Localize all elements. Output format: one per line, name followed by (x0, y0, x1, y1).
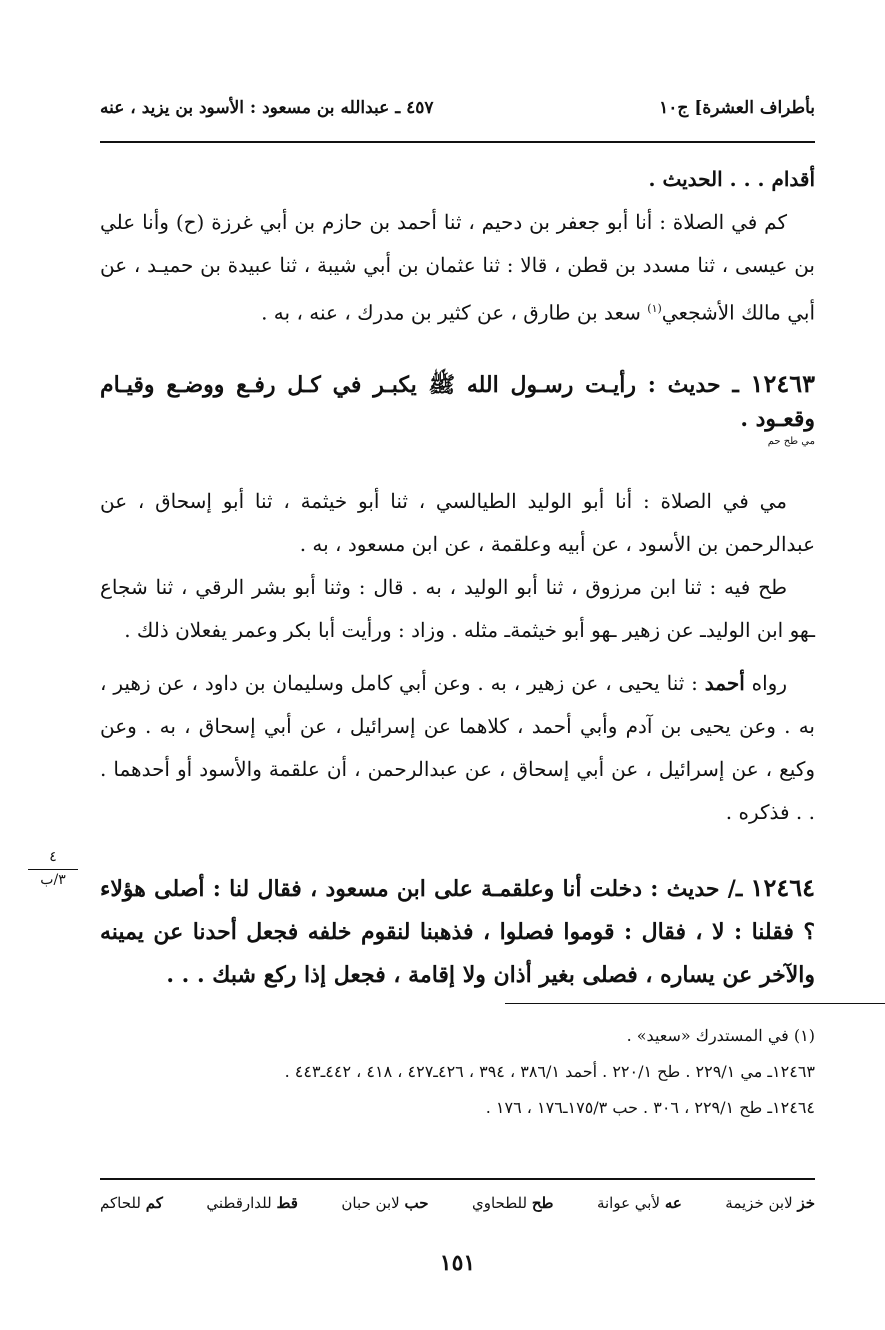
paragraph-hakim-text: كم في الصلاة : أنا أبو جعفر بن دحيم ، ثنا أحمد بن حازم بن أبي غرزة (ح) وأنا علي بن عيسى ، ثنا مسدد بن قطن ، قالا : ثنا عثمان بن أبي شيبة ، ثنا عبيدة بن حميـد ، عن أبي مالك الأشجعي (100, 210, 815, 325)
hadith-12463-heading (100, 367, 815, 448)
margin-note-top: ٤ (28, 847, 78, 870)
sigla-item: قط للدارقطني (206, 1194, 298, 1212)
margin-note-bottom: ٣/ب (40, 872, 66, 888)
paragraph-mi: مي في الصلاة : أنا أبو الوليد الطيالسي ، ثنا أبو خيثمة ، ثنا أبو إسحاق ، عن عبدالرحمن بن الأسود ، عن أبيه وعلقمة ، عن ابن مسعود ، به . (100, 488, 815, 556)
continuation-line: أقدام . . . الحديث . (648, 167, 815, 191)
reference-12463: ١٢٤٦٣ـ مي ٢٢٩/١ . طح ٢٢٠/١ . أحمد ٣٨٦/١ ، ٣٩٤ ، ٤٢٦ـ٤٢٧ ، ٤١٨ ، ٤٤٢ـ٤٤٣ . (284, 1062, 815, 1081)
paragraph-ahmad-text: : ثنا يحيى ، عن زهير ، به . وعن أبي كامل وسليمان بن داود ، عن زهير ، به . وعن يحيى بن آدم وأبي أحمد ، كلاهما عن إسرائيل ، عن أبي إسحاق ، به . وعن وكيع ، عن إسرائيل ، عن أبي إسحاق ، عن عبدالرحمن ، أن علقمة والأسود أو أحدهما . . . فذكره . (100, 670, 815, 824)
footnote-ref: (١) (647, 302, 662, 315)
sigla-item: كم للحاكم (100, 1194, 163, 1212)
paragraph-ahmad (100, 662, 815, 834)
source-abbreviations: مي طح حم (767, 435, 815, 447)
header-chapter: ٤٥٧ ـ عبدالله بن مسعود : الأسود بن يزيد ، عنه (100, 98, 434, 118)
footnote-1: (١) في المستدرك «سعيد» . (626, 1026, 815, 1045)
book-page (100, 0, 815, 1330)
reference-12464: ١٢٤٦٤ـ طح ٢٢٩/١ ، ٣٠٦ . حب ١٧٥/٣ـ١٧٦ ، ١٧٦ . (485, 1098, 815, 1117)
paragraph-hakim (100, 201, 815, 335)
paragraph-ahmad-name: أحمد (704, 670, 745, 695)
footnote-rule (505, 1003, 885, 1004)
sigla-item: حب لابن حبان (341, 1194, 429, 1212)
hadith-text: ـ حديث : رأيـت رسـول الله ﷺ يكبـر في كـل رفـع ووضـع وقيـام وقعـود . (100, 371, 815, 432)
sigla-rule (100, 1178, 815, 1180)
sigla-item: طح للطحاوي (471, 1194, 554, 1212)
paragraph-tah: طح فيه : ثنا ابن مرزوق ، ثنا أبو الوليد ، به . قال : وثنا أبو بشر الرقي ، ثنا شجاع ـهو ابن الوليدـ عن زهير ـهو أبو خيثمةـ مثله . وزاد : ورأيت أبا بكر وعمر يفعلان ذلك . (100, 574, 815, 642)
hadith-12464-heading (100, 866, 815, 997)
hadith-number: ١٢٤٦٤ (750, 872, 815, 902)
page-number: ١٥١ (439, 1250, 476, 1276)
sigla-legend (100, 1194, 815, 1212)
sigla-item: عه لأبي عوانة (596, 1194, 682, 1212)
paragraph-ahmad-lead: رواه (744, 670, 787, 695)
hadith-number: ١٢٤٦٣ (750, 368, 815, 398)
hadith-text: ـ/ حديث : دخلت أنا وعلقمـة على ابن مسعود ، فقال لنا : أصلى هؤلاء ؟ فقلنا : لا ، فقال : قوموا فصلوا ، فذهبنا لنقوم خلفه فجعل أحدنا عن يمينه والآخر عن يساره ، فصلى بغير أذان ولا إقامة ، فجعل إذا ركع شبك . . . (100, 875, 815, 988)
sigla-item: خز لابن خزيمة (725, 1194, 815, 1212)
margin-folio-note (28, 847, 78, 890)
footnotes (100, 1018, 815, 1126)
header-rule (100, 141, 815, 143)
main-text (100, 158, 815, 1019)
paragraph-hakim-end: سعد بن طارق ، عن كثير بن مدرك ، عنه ، به . (261, 300, 648, 325)
header-volume: بأطراف العشرة] ج١٠ (659, 98, 815, 118)
running-header (100, 92, 815, 124)
